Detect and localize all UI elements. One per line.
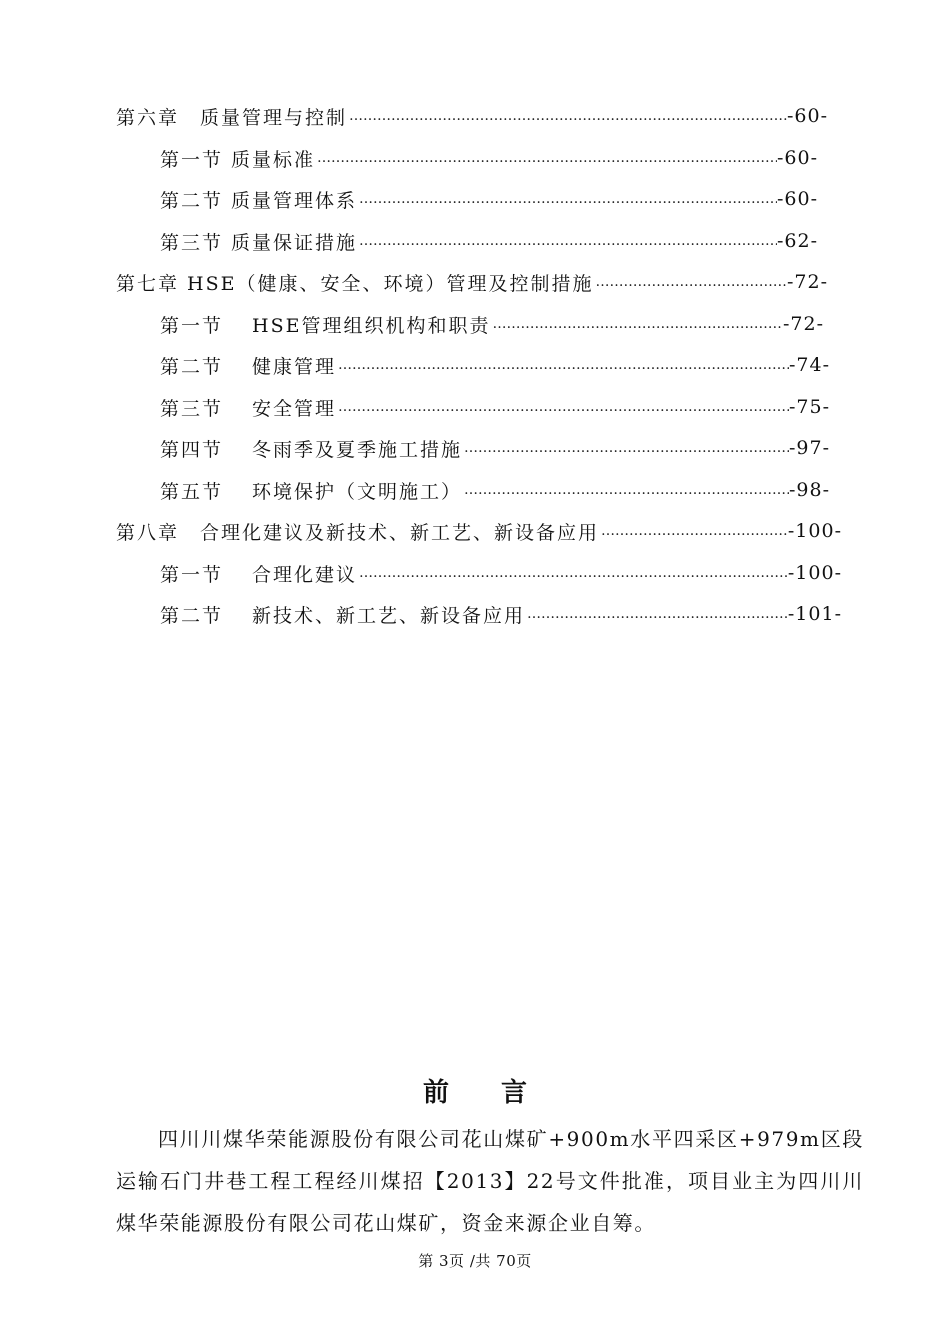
toc-leader-dots <box>525 606 788 622</box>
preface-paragraph: 四川川煤华荣能源股份有限公司花山煤矿+900m水平四采区+979m区段运输石门井巷工程工程经川煤招【2013】22号文件批准，项目业主为四川川煤华荣能源股份有限公司花山煤矿，资金来源企业自筹。 <box>116 1127 864 1235</box>
toc-leader-dots <box>336 357 789 373</box>
toc-leader-dots <box>357 191 777 207</box>
toc-leader-dots <box>347 108 787 124</box>
preface-body <box>116 1118 864 1244</box>
toc-entry-title: 第一节 合理化建议 <box>160 563 358 586</box>
toc-entry-title: 第四节 冬雨季及夏季施工措施 <box>160 438 463 461</box>
toc-entry-title: 第五节 环境保护（文明施工） <box>160 480 463 503</box>
toc-entry-page: -100- <box>787 562 842 584</box>
toc-entry-section-7-4 <box>160 432 830 464</box>
toc-entry-page: -62- <box>776 230 818 252</box>
toc-leader-dots <box>599 523 788 539</box>
toc-leader-dots <box>594 274 787 290</box>
toc-entry-title: 第七章 HSE（健康、安全、环境）管理及控制措施 <box>116 272 594 295</box>
toc-entry-section-7-5 <box>160 474 830 506</box>
toc-entry-title: 第一节 HSE管理组织机构和职责 <box>160 314 491 337</box>
toc-entry-title: 第二节 健康管理 <box>160 355 337 378</box>
toc-leader-dots <box>491 316 783 332</box>
toc-entry-page: -60- <box>776 188 818 210</box>
toc-entry-page: -74- <box>788 354 830 376</box>
toc-entry-title: 第三节 安全管理 <box>160 397 337 420</box>
preface-heading: 前言 <box>422 1078 579 1108</box>
toc-entry-title: 第二节 新技术、新工艺、新设备应用 <box>160 604 526 627</box>
toc-entry-section-8-2 <box>160 598 842 630</box>
toc-leader-dots <box>336 399 789 415</box>
toc-entry-page: -60- <box>776 147 818 169</box>
page-footer: 第 3页 /共 70页 <box>418 1252 532 1270</box>
toc-entry-page: -101- <box>787 603 842 625</box>
toc-entry-page: -98- <box>788 479 830 501</box>
toc-entry-title: 第二节 质量管理体系 <box>160 189 358 212</box>
toc-entry-section-7-1 <box>160 308 824 340</box>
toc-leader-dots <box>357 565 788 581</box>
toc-entry-section-6-3 <box>160 225 818 257</box>
toc-leader-dots <box>315 150 777 166</box>
toc-entry-section-8-1 <box>160 557 842 589</box>
toc-entry-section-6-1 <box>160 142 818 174</box>
toc-entry-title: 第八章 合理化建议及新技术、新工艺、新设备应用 <box>116 521 600 544</box>
toc-entry-page: -97- <box>788 437 830 459</box>
toc-leader-dots <box>357 233 777 249</box>
toc-entry-page: -72- <box>786 271 828 293</box>
toc-entry-title: 第六章 质量管理与控制 <box>116 106 348 129</box>
toc-entry-page: -100- <box>787 520 842 542</box>
toc-leader-dots <box>462 482 789 498</box>
toc-leader-dots <box>462 440 789 456</box>
toc-entry-page: -75- <box>788 396 830 418</box>
toc-entry-page: -60- <box>786 105 828 127</box>
toc-entry-chapter-8 <box>116 515 842 547</box>
toc-entry-title: 第三节 质量保证措施 <box>160 231 358 254</box>
toc-entry-section-7-3 <box>160 391 830 423</box>
toc-entry-chapter-6 <box>116 100 828 132</box>
toc-entry-section-6-2 <box>160 183 818 215</box>
toc-entry-title: 第一节 质量标准 <box>160 148 316 171</box>
toc-entry-chapter-7 <box>116 266 828 298</box>
toc-entry-page: -72- <box>782 313 824 335</box>
toc-entry-section-7-2 <box>160 349 830 381</box>
